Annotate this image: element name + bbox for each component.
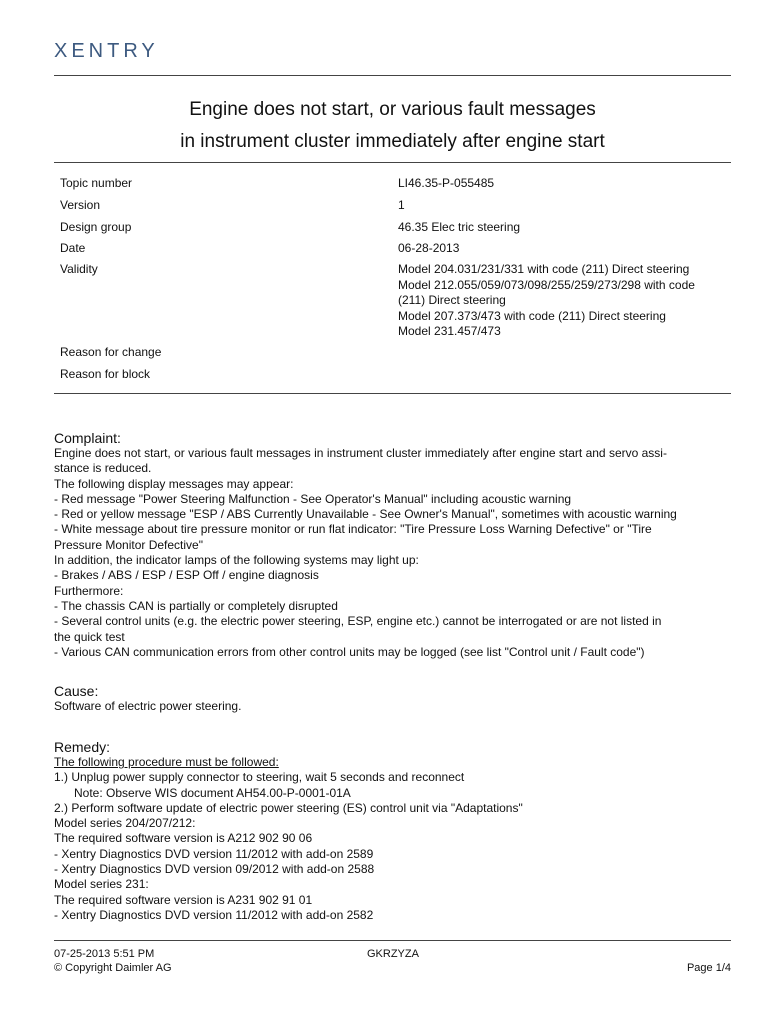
document-title (54, 94, 731, 158)
meta-value: LI46.35-P-055485 (398, 176, 495, 190)
cause-line: Software of electric power steering. (54, 699, 242, 713)
complaint-text (54, 446, 734, 660)
remedy-line: - Xentry Diagnostics DVD version 11/2012 with add-on 2589 (54, 846, 374, 861)
complaint-heading: Complaint: (54, 430, 121, 446)
remedy-note: Note: Observe WIS document AH54.00-P-0001-01A (74, 785, 351, 800)
remedy-intro: The following procedure must be followed: (54, 755, 279, 769)
complaint-line: - Several control units (e.g. the electric power steering, ESP, engine etc.) cannot be interrogated or are not listed in (54, 614, 662, 629)
remedy-line: - Xentry Diagnostics DVD version 11/2012 with add-on 2582 (54, 907, 374, 922)
meta-label: Date (60, 241, 86, 255)
remedy-line: - Xentry Diagnostics DVD version 09/2012 with add-on 2588 (54, 862, 375, 877)
footer-left (54, 947, 172, 975)
validity-line: Model 204.031/231/331 with code (211) Direct steering (398, 262, 690, 276)
remedy-line: 1.) Unplug power supply connector to steering, wait 5 seconds and reconnect (54, 770, 465, 785)
remedy-line: The required software version is A212 902 90 06 (54, 831, 313, 846)
complaint-line: the quick test (54, 629, 125, 644)
complaint-line: Furthermore: (54, 583, 124, 598)
complaint-line: - Brakes / ABS / ESP / ESP Off / engine diagnosis (54, 568, 319, 583)
validity-line: Model 212.055/059/073/098/255/259/273/298 with code (398, 277, 695, 292)
meta-label: Reason for change (60, 345, 162, 359)
complaint-line: - Red message "Power Steering Malfunction - See Operator's Manual" including acoustic warning (54, 491, 572, 506)
meta-label: Reason for block (60, 367, 151, 381)
meta-divider (54, 393, 731, 394)
validity-line: Model 231.457/473 (398, 324, 501, 338)
cause-text (54, 699, 734, 714)
complaint-line: stance is reduced. (54, 461, 152, 476)
validity-line: Model 207.373/473 with code (211) Direct steering (398, 308, 666, 323)
title-line-1: Engine does not start, or various fault messages (189, 99, 596, 120)
footer-divider (54, 940, 731, 941)
meta-value: 1 (398, 198, 405, 212)
complaint-line: - Various CAN communication errors from other control units may be logged (see list "Control unit / Fault code") (54, 644, 645, 659)
footer-timestamp: 07-25-2013 5:51 PM (54, 948, 155, 960)
meta-label: Topic number (60, 176, 133, 190)
validity-line: (211) Direct steering (398, 293, 506, 307)
remedy-line: Model series 231: (54, 877, 149, 892)
footer-user: GKRZYZA (367, 948, 419, 960)
complaint-line: Pressure Monitor Defective" (54, 537, 203, 552)
remedy-line: The required software version is A231 902 91 01 (54, 892, 313, 907)
remedy-line: 2.) Perform software update of electric power steering (ES) control unit via "Adaptations" (54, 800, 523, 815)
remedy-heading: Remedy: (54, 739, 111, 755)
cause-heading: Cause: (54, 683, 99, 699)
complaint-line: - Red or yellow message "ESP / ABS Currently Unavailable - See Owner's Manual", sometimes with acoustic warning (54, 507, 677, 522)
page-number: Page 1/4 (686, 962, 731, 974)
meta-label: Version (60, 198, 101, 212)
xentry-logo: XENTRY (54, 40, 159, 62)
footer-copyright: © Copyright Daimler AG (54, 962, 172, 974)
remedy-text (54, 755, 734, 923)
complaint-line: - The chassis CAN is partially or completely disrupted (54, 598, 338, 613)
complaint-line: - White message about tire pressure monitor or run flat indicator: "Tire Pressure Loss Warning Defective" or "Tire (54, 522, 652, 537)
header-divider (54, 75, 731, 76)
complaint-line: In addition, the indicator lamps of the following systems may light up: (54, 553, 419, 568)
complaint-line: The following display messages may appear: (54, 476, 294, 491)
meta-label: Validity (60, 262, 98, 276)
remedy-line: Model series 204/207/212: (54, 816, 196, 831)
complaint-line: Engine does not start, or various fault messages in instrument cluster immediately after engine start and servo assi- (54, 446, 667, 460)
title-line-2: in instrument cluster immediately after engine start (180, 131, 605, 152)
meta-label: Design group (60, 220, 132, 234)
meta-value: 06-28-2013 (398, 241, 460, 255)
meta-value: 46.35 Elec tric steering (398, 220, 521, 234)
meta-value (398, 262, 695, 340)
title-divider (54, 162, 731, 163)
